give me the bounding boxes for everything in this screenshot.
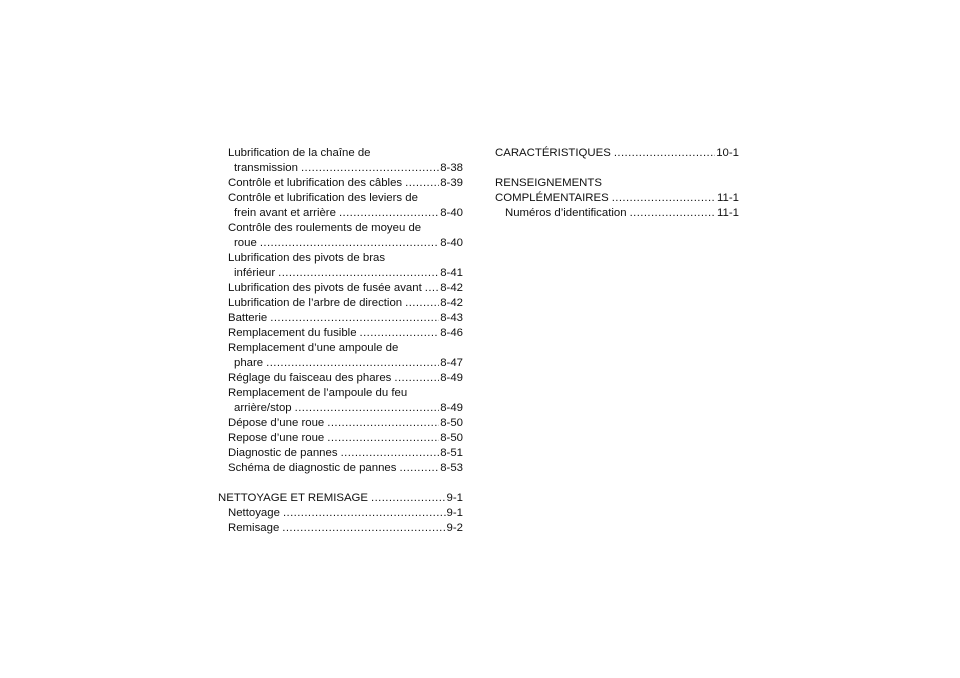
toc-entry[interactable] [218, 311, 463, 326]
toc-page-number: 8-38 [440, 162, 463, 174]
toc-entry-title: roue [234, 237, 257, 249]
toc-entry[interactable] [218, 191, 463, 221]
toc-section-entry[interactable] [495, 176, 739, 206]
toc-entry-title: transmission [234, 162, 298, 174]
toc-entry-title: Remplacement du fusible [228, 327, 357, 339]
toc-entry[interactable] [218, 146, 463, 176]
toc-section-entry[interactable] [218, 491, 463, 506]
toc-entry-title: Lubrification de l’arbre de direction [228, 297, 403, 309]
dot-leader [614, 146, 715, 161]
toc-entry[interactable] [495, 206, 739, 221]
toc-entry-title: inférieur [234, 267, 276, 279]
toc-page-number: 8-49 [440, 402, 463, 414]
toc-entry[interactable] [218, 221, 463, 251]
toc-entry-title: Nettoyage [228, 507, 280, 519]
toc-entry-title: COMPLÉMENTAIRES [495, 192, 609, 204]
toc-entry[interactable] [218, 416, 463, 431]
toc-left-column [218, 146, 463, 536]
toc-entry-title-line: Contrôle et lubrification des leviers de [228, 192, 418, 204]
toc-entry-title: Schéma de diagnostic de pannes [228, 462, 397, 474]
toc-page-number: 9-2 [446, 522, 463, 534]
toc-entry-title: Numéros d’identification [505, 207, 627, 219]
toc-entry[interactable] [218, 431, 463, 446]
dot-leader [283, 506, 446, 521]
dot-leader [425, 281, 439, 296]
toc-page-number: 9-1 [446, 492, 463, 504]
toc-page-number: 11-1 [717, 192, 739, 204]
toc-page-number: 8-51 [440, 447, 463, 459]
dot-leader [341, 446, 440, 461]
toc-entry[interactable] [218, 281, 463, 296]
toc-entry-title: frein avant et arrière [234, 207, 336, 219]
dot-leader [270, 311, 439, 326]
dot-leader [371, 491, 446, 506]
toc-entry-title: NETTOYAGE ET REMISAGE [218, 492, 369, 504]
toc-entry-title-line: RENSEIGNEMENTS [495, 177, 602, 189]
toc-entry[interactable] [218, 371, 463, 386]
toc-right-column [495, 146, 739, 221]
toc-entry-title: Contrôle et lubrification des câbles [228, 177, 403, 189]
toc-entry-title: Diagnostic de pannes [228, 447, 338, 459]
toc-page-number: 8-49 [440, 372, 463, 384]
toc-page-number: 8-53 [440, 462, 463, 474]
toc-page-number: 8-46 [440, 327, 463, 339]
toc-page-number: 8-42 [440, 282, 463, 294]
dot-leader [260, 236, 439, 251]
dot-leader [266, 356, 439, 371]
dot-leader [282, 521, 445, 536]
toc-page-number: 9-1 [446, 507, 463, 519]
toc-entry[interactable] [218, 251, 463, 281]
dot-leader [301, 161, 439, 176]
dot-leader [360, 326, 440, 341]
dot-leader [405, 296, 439, 311]
dot-leader [394, 371, 439, 386]
dot-leader [327, 416, 439, 431]
toc-page-number: 8-43 [440, 312, 463, 324]
toc-entry-title: Réglage du faisceau des phares [228, 372, 392, 384]
toc-entry[interactable] [218, 176, 463, 191]
toc-entry[interactable] [218, 506, 463, 521]
toc-entry[interactable] [218, 296, 463, 311]
toc-page-number: 8-41 [440, 267, 463, 279]
toc-entry-title-line: Lubrification des pivots de bras [228, 252, 386, 264]
toc-entry-title-line: Lubrification de la chaîne de [228, 147, 371, 159]
dot-leader [405, 176, 439, 191]
toc-page-number: 8-39 [440, 177, 463, 189]
toc-entry-title-line: Remplacement d’une ampoule de [228, 342, 399, 354]
toc-page-number: 10-1 [716, 147, 739, 159]
toc-entry-title-line: Contrôle des roulements de moyeu de [228, 222, 422, 234]
toc-entry-title: arrière/stop [234, 402, 292, 414]
toc-entry-title-line: Remplacement de l’ampoule du feu [228, 387, 408, 399]
toc-entry[interactable] [218, 341, 463, 371]
toc-entry-title: phare [234, 357, 264, 369]
toc-section-entry[interactable] [495, 146, 739, 161]
toc-entry-title: Remisage [228, 522, 280, 534]
toc-entry[interactable] [218, 461, 463, 476]
toc-spacer [495, 161, 739, 176]
toc-entry-title: CARACTÉRISTIQUES [495, 147, 611, 159]
toc-page-number: 8-50 [440, 417, 463, 429]
toc-entry[interactable] [218, 446, 463, 461]
toc-entry[interactable] [218, 521, 463, 536]
toc-spacer [218, 476, 463, 491]
dot-leader [339, 206, 439, 221]
toc-page-number: 8-50 [440, 432, 463, 444]
toc-page-number: 8-40 [440, 207, 463, 219]
dot-leader [278, 266, 439, 281]
dot-leader [612, 191, 716, 206]
toc-entry-title: Lubrification des pivots de fusée avant [228, 282, 422, 294]
dot-leader [327, 431, 439, 446]
toc-entry[interactable] [218, 326, 463, 341]
dot-leader [295, 401, 440, 416]
toc-page-number: 11-1 [717, 207, 739, 219]
dot-leader [399, 461, 439, 476]
toc-entry[interactable] [218, 386, 463, 416]
dot-leader [630, 206, 716, 221]
toc-entry-title: Repose d’une roue [228, 432, 325, 444]
toc-entry-title: Batterie [228, 312, 268, 324]
toc-page-number: 8-47 [440, 357, 463, 369]
toc-page-number: 8-42 [440, 297, 463, 309]
toc-page-number: 8-40 [440, 237, 463, 249]
toc-entry-title: Dépose d’une roue [228, 417, 325, 429]
